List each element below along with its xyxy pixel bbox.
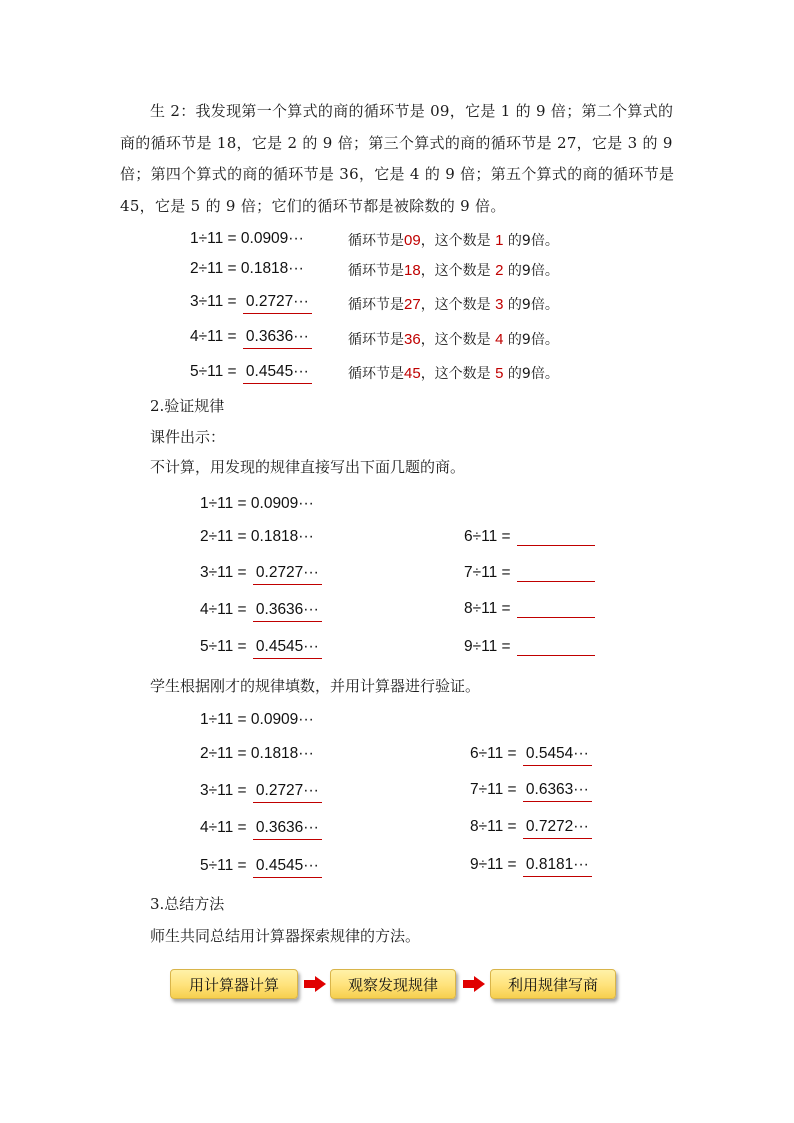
answer-blank[interactable] [517,565,595,582]
instruction-text: 不计算，用发现的规律直接写出下面几题的商。 [150,458,466,476]
exercise-right-8: 8÷11 = [464,600,595,618]
cycle-note-2: 循环节是18，这个数是 2 的9倍。 [348,262,559,279]
exercise-left-4: 4÷11 = 0.3636··· [200,601,322,622]
verified-right-9: 9÷11 = 0.8181··· [470,856,592,877]
verified-left-3: 3÷11 = 0.2727··· [200,782,322,803]
section-3-title: 3.总结方法 [150,895,225,913]
equation-answer: 0.4545··· [243,363,312,384]
summary-text: 师生共同总结用计算器探索规律的方法。 [150,927,421,945]
section-2-title: 2.验证规律 [150,397,225,415]
verified-right-8: 8÷11 = 0.7272··· [470,818,592,839]
discovery-text: 生 2：我发现第一个算式的商的循环节是 09，它是 1 的 9 倍；第二个算式的商的循环节是 18，它是 2 的 9 倍；第三个算式的商的循环节是 27，它是 3 的 9 倍；第四个算式的商的循环节是 36，它是 4 的 9 倍；第五个算式的商的循环节是 45，它是 5 的 9 倍；它们的循环节都是被除数的 9 倍。 [120,102,675,215]
answer-blank[interactable] [517,529,595,546]
flow-step-observe: 观察发现规律 [330,969,456,999]
equation-row-1 [190,230,304,248]
verified-right-6: 6÷11 = 0.5454··· [470,745,592,766]
verified-left-5: 5÷11 = 0.4545··· [200,857,322,878]
cycle-note-1: 循环节是09，这个数是 1 的9倍。 [348,232,559,249]
exercise-right-9: 9÷11 = [464,638,595,656]
verified-right-7: 7÷11 = 0.6363··· [470,781,592,802]
exercise-left-1: 1÷11 = 0.0909··· [200,495,314,512]
equation-answer: 0.3636··· [243,328,312,349]
exercise-left-5: 5÷11 = 0.4545··· [200,638,322,659]
equation-expr: 5÷11 = [190,363,241,380]
cycle-note-5: 循环节是45，这个数是 5 的9倍。 [348,365,559,382]
verified-left-1: 1÷11 = 0.0909··· [200,711,314,728]
verified-left-2: 2÷11 = 0.1818··· [200,745,314,762]
equation-expr: 4÷11 = [190,328,241,345]
student-note: 学生根据刚才的规律填数，并用计算器进行验证。 [150,677,481,695]
courseware-label: 课件出示： [150,428,226,446]
equation-row-4 [190,328,312,349]
equation-answer: 0.2727··· [243,293,312,314]
cycle-note-3: 循环节是27，这个数是 3 的9倍。 [348,296,559,313]
equation-expr: 2÷11 = [190,260,241,277]
equation-answer: 0.0909··· [240,230,304,247]
exercise-right-6: 6÷11 = [464,528,595,546]
discovery-paragraph [120,96,680,222]
equation-expr: 1÷11 = [190,230,241,247]
exercise-left-3: 3÷11 = 0.2727··· [200,564,322,585]
answer-blank[interactable] [517,639,595,656]
equation-row-2 [190,260,304,278]
equation-row-5 [190,363,312,384]
equation-row-3 [190,293,312,314]
flow-step-calculate: 用计算器计算 [170,969,298,999]
arrow-right-icon [463,976,485,992]
exercise-left-2: 2÷11 = 0.1818··· [200,528,314,545]
verified-left-4: 4÷11 = 0.3636··· [200,819,322,840]
cycle-note-4: 循环节是36，这个数是 4 的9倍。 [348,331,559,348]
answer-blank[interactable] [517,601,595,618]
equation-expr: 3÷11 = [190,293,241,310]
exercise-right-7: 7÷11 = [464,564,595,582]
flow-step-apply: 利用规律写商 [490,969,616,999]
equation-answer: 0.1818··· [240,260,304,277]
arrow-right-icon [304,976,326,992]
